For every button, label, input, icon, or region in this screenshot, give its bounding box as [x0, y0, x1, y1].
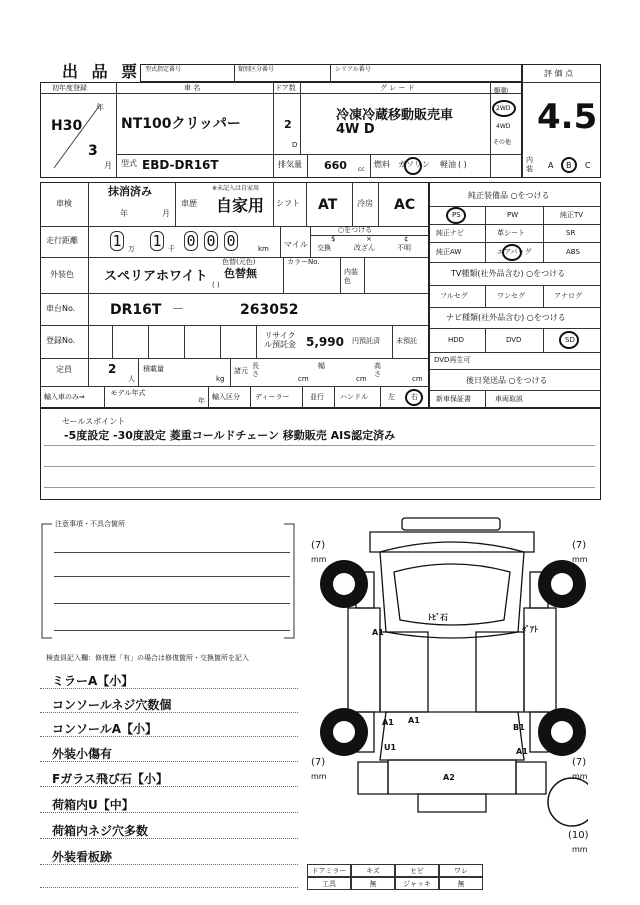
form-title: 出 品 票: [62, 62, 142, 81]
doors-value: 2: [284, 118, 292, 131]
damage-mark: A1: [382, 718, 394, 727]
grade-label: グ レ ー ド: [380, 84, 415, 92]
vehicle-name: NT100クリッパー: [121, 116, 241, 132]
model-code: EBD-DR16T: [142, 158, 219, 172]
inspection-value: 抹消済み: [108, 185, 152, 198]
damage-mark: ﾀﾟｱﾄ: [522, 625, 538, 634]
first-reg-label: 初年度登録: [52, 84, 87, 92]
damage-mark: U1: [384, 743, 397, 752]
exterior-color: スペリアホワイト: [104, 269, 208, 284]
chassis-number: 263052: [240, 302, 299, 318]
damage-mark: ﾄﾋﾞ石: [428, 613, 448, 622]
inspector-item: 外装小傷有: [52, 747, 113, 761]
model-spec-label: 型式指定番号: [145, 66, 182, 73]
damage-mark: B1: [513, 723, 525, 732]
inspector-item: コンソールA【小】: [52, 722, 158, 736]
damage-mark: A2: [443, 773, 455, 782]
class-label: 類別区分番号: [238, 66, 275, 73]
inspector-item: 荷箱内U【中】: [52, 798, 134, 812]
first-reg-month: 3: [88, 143, 98, 159]
inspector-item: ミラーA【小】: [52, 674, 134, 688]
recycle-amount: 5,990: [306, 335, 344, 349]
shift-value: AT: [318, 197, 338, 213]
damage-mark: A1: [372, 628, 384, 637]
displacement: 660: [324, 159, 347, 172]
history-value: 自家用: [216, 196, 265, 215]
tire-depth: (7): [311, 540, 326, 551]
tire-depth: (7): [572, 757, 587, 768]
sd-circle: [559, 331, 579, 349]
chassis-prefix: DR16T: [110, 302, 162, 318]
repaint-value: 色替無: [224, 267, 257, 280]
drive-2wd: 2WD: [496, 105, 511, 112]
header-id-strip: [140, 64, 522, 82]
tire-depth: (10): [568, 830, 589, 841]
inspector-item: コンソールネジ穴数個: [52, 698, 172, 712]
name-label: 車 名: [184, 84, 201, 92]
grade-value: 冷凍冷蔵移動販売車4W D: [336, 108, 454, 137]
inspector-item: 外装看板跡: [52, 850, 113, 864]
fuel-circle: [404, 157, 422, 175]
interior-b-circle: [561, 157, 577, 173]
damage-mark: A1: [516, 747, 528, 756]
sales-point-text: -5度設定 -30度設定 菱重コールドチェーン 移動販売 AIS認定済み: [64, 429, 396, 442]
handle-right-circle: [405, 389, 423, 406]
airbag-circle: [502, 244, 522, 261]
drive-2wd-circle: [492, 100, 516, 117]
damage-mark: A1: [408, 716, 420, 725]
doors-label: ドア数: [275, 84, 296, 92]
score-value: 4.5: [537, 97, 598, 137]
fuel-gasoline: ガソリン: [398, 160, 430, 169]
tire-depth: (7): [311, 757, 326, 768]
inspector-item: 荷箱内ネジ穴多数: [52, 824, 149, 838]
inspector-item: Fガラス飛び石【小】: [52, 772, 168, 786]
serial-label: シリアル番号: [335, 66, 371, 73]
score-label: 評 価 点: [544, 69, 574, 78]
capacity-value: 2: [108, 362, 117, 376]
vehicle-damage-diagram: [318, 512, 588, 852]
inspector-label: 検査員記入欄：修復歴「有」の場合は修復箇所・交換箇所を記入: [46, 654, 249, 662]
notes-label: 注意事項・不具合箇所: [55, 520, 125, 528]
tire-depth: (7): [572, 540, 587, 551]
ps-circle: [446, 207, 466, 224]
first-reg-year: H30: [51, 118, 83, 134]
ac-value: AC: [394, 197, 416, 213]
